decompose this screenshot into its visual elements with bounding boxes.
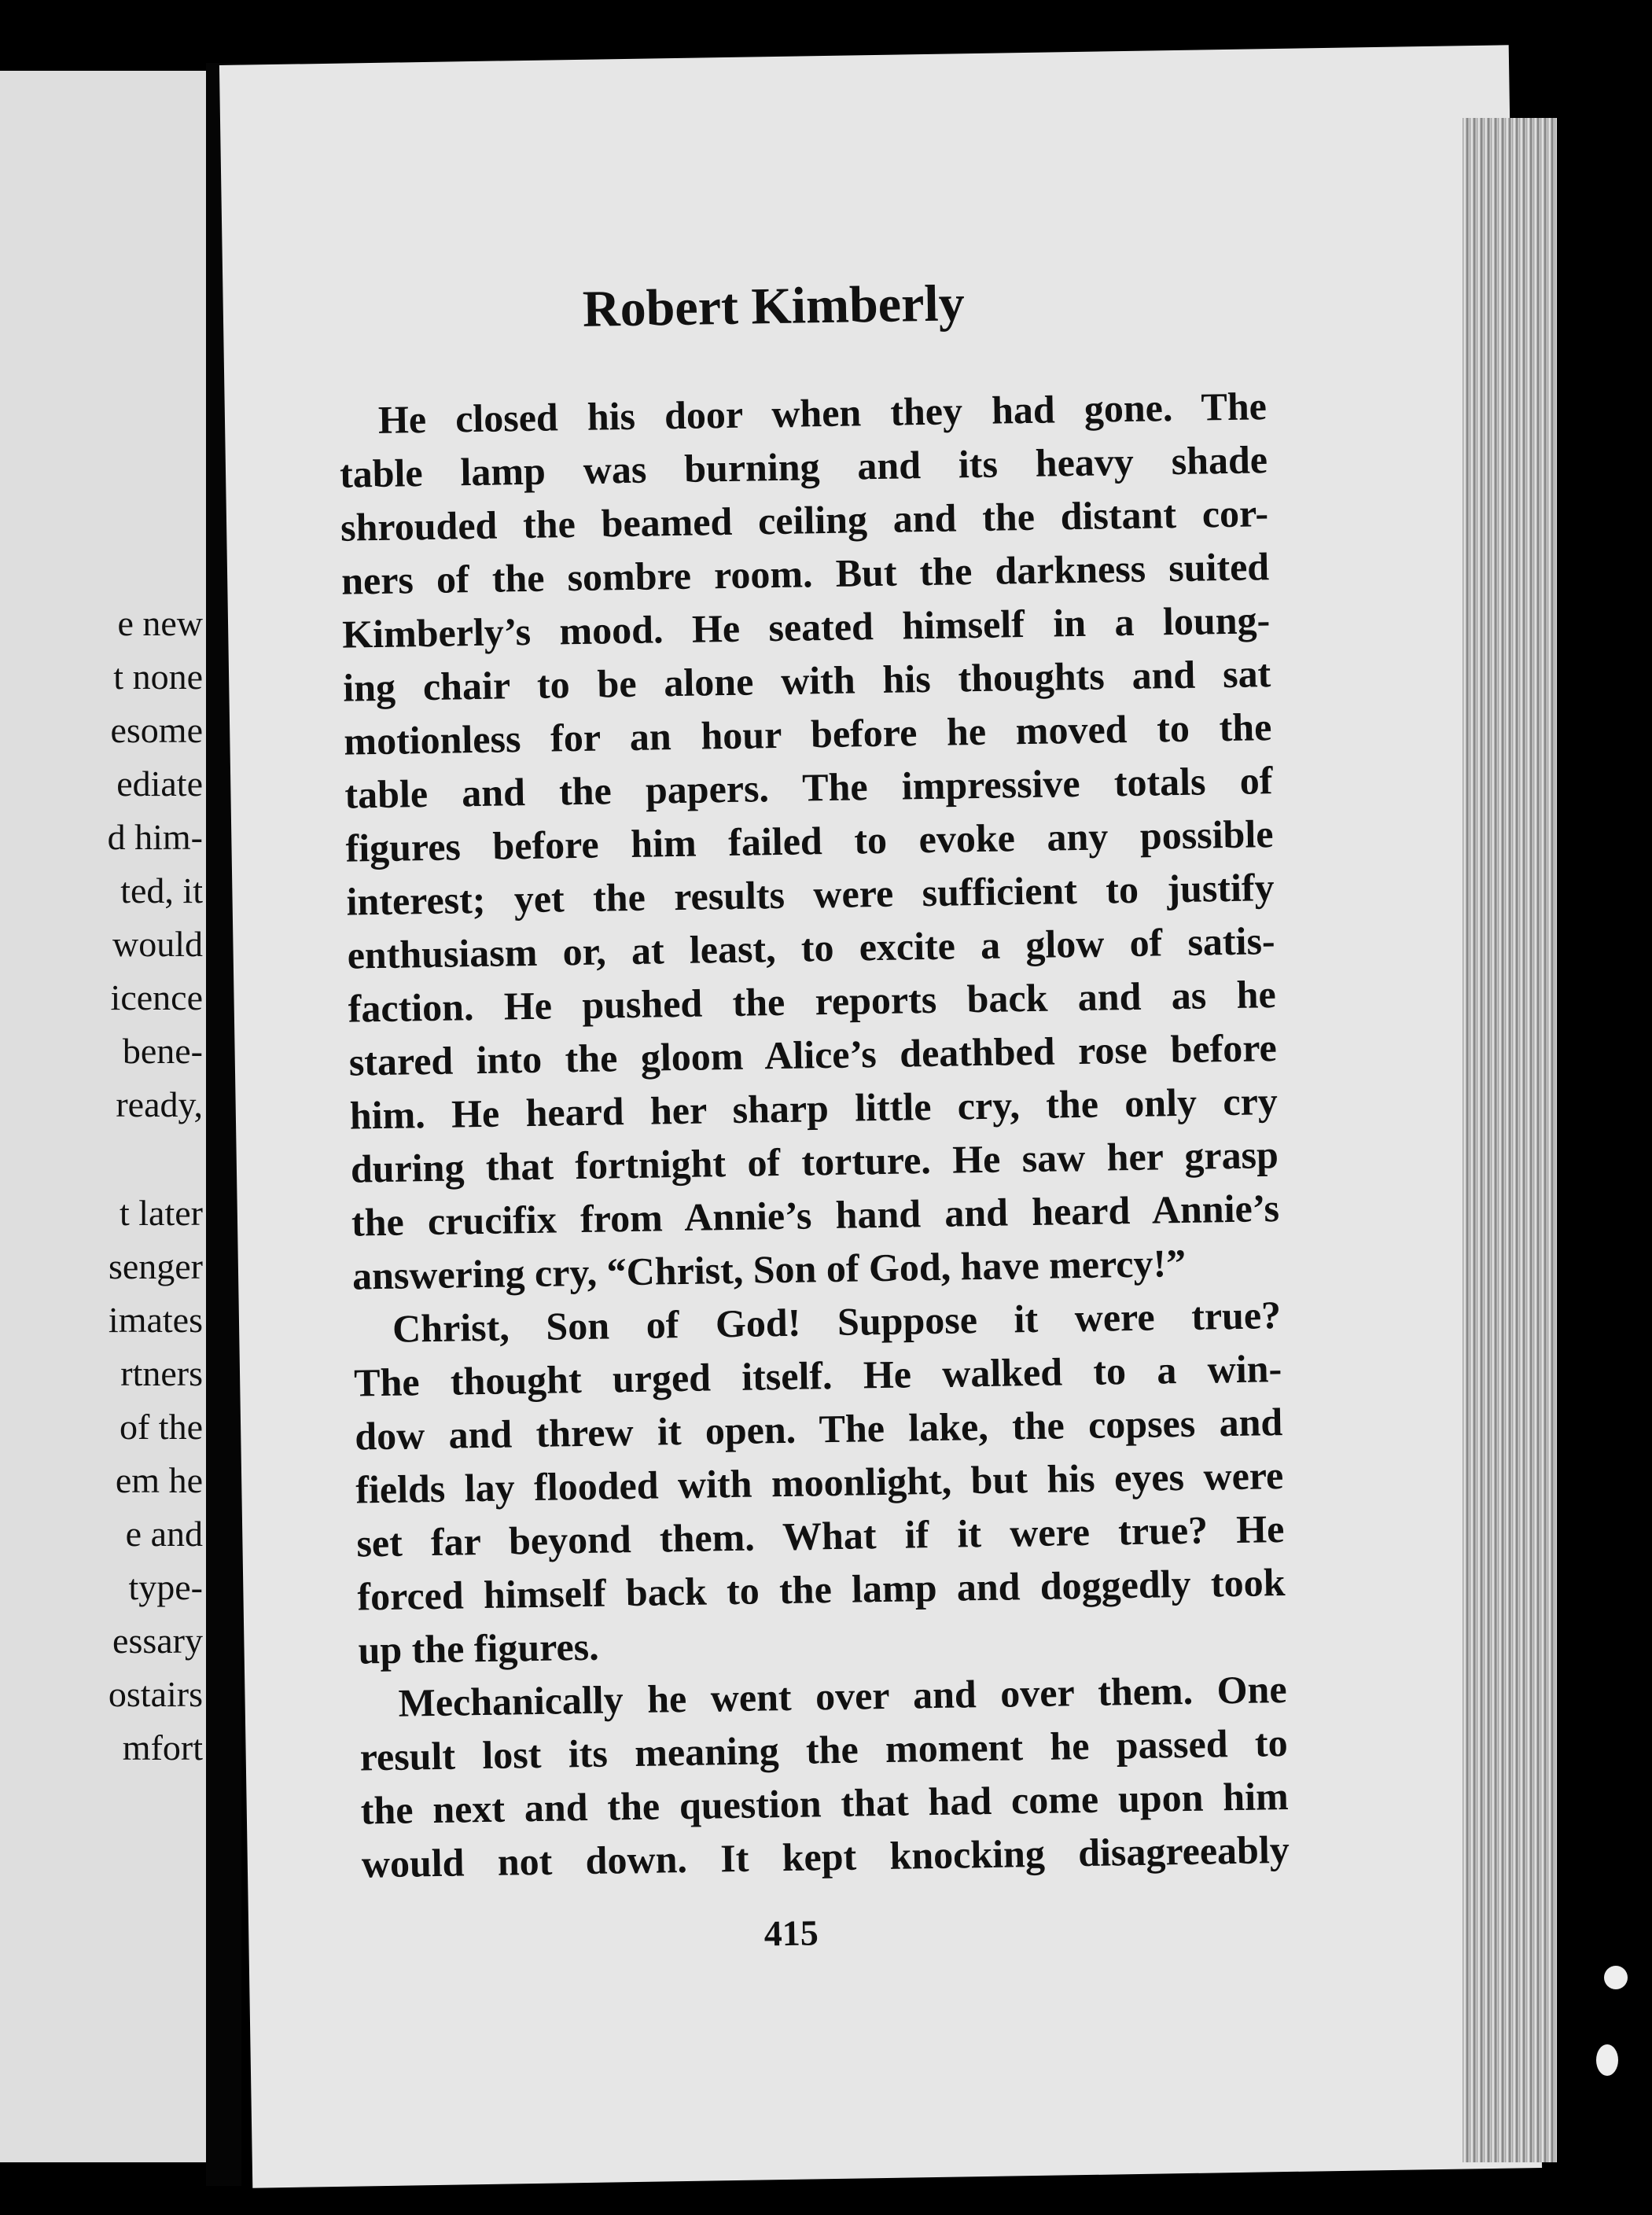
- text-line: motionless for an hour before he moved to the: [343, 705, 1272, 763]
- left-page-line: bene-: [122, 1031, 203, 1071]
- text-line: up the figures.: [358, 1624, 600, 1672]
- text-line: figures before him failed to evoke any possible: [345, 811, 1274, 870]
- page-number: 415: [763, 1912, 819, 1954]
- left-page-line: d him-: [107, 817, 203, 857]
- text-line: table lamp was burning and its heavy shade: [339, 437, 1268, 496]
- left-page-line: rtners: [120, 1353, 203, 1393]
- text-line: answering cry, “Christ, Son of God, have mercy!”: [351, 1240, 1187, 1298]
- left-page-line: em he: [115, 1460, 203, 1500]
- text-line: Mechanically he went over and over them. One: [398, 1666, 1287, 1725]
- left-page-line: mfort: [122, 1727, 203, 1768]
- left-page-line: ready,: [116, 1084, 203, 1124]
- text-line: enthusiasm or, at least, to excite a glow of satis-: [347, 918, 1275, 977]
- text-line: interest; yet the results were sufficient to justify: [346, 865, 1275, 924]
- left-page-line: essary: [112, 1621, 203, 1661]
- scan-speck: [1604, 1966, 1628, 1989]
- page-stack-edge: [1463, 118, 1557, 2162]
- text-line: the crucifix from Annie’s hand and heard Annie’s: [351, 1186, 1280, 1245]
- text-line: The thought urged itself. He walked to a win-: [353, 1346, 1282, 1405]
- body-text: [338, 379, 1290, 1890]
- text-line: during that fortnight of torture. He saw her grasp: [350, 1132, 1279, 1191]
- text-line: He closed his door when they had gone. The: [377, 384, 1268, 442]
- text-line: stared into the gloom Alice’s deathbed rose before: [348, 1025, 1278, 1084]
- left-page-line: imates: [108, 1300, 203, 1340]
- background-edge: [1561, 0, 1652, 2215]
- left-page-line: type-: [128, 1567, 203, 1607]
- left-page: [0, 71, 206, 2162]
- text-line: fields lay flooded with moonlight, but his eyes were: [355, 1453, 1284, 1512]
- left-page-line: t none: [113, 657, 203, 697]
- left-page-line: e and: [125, 1514, 203, 1554]
- scan-speck: [1596, 2044, 1618, 2076]
- left-page-line: icence: [110, 977, 203, 1017]
- text-line: faction. He pushed the reports back and as he: [348, 972, 1277, 1031]
- text-line: Kimberly’s mood. He seated himself in a loung-: [341, 598, 1271, 657]
- left-page-line: senger: [108, 1246, 203, 1286]
- left-page-line: would: [112, 924, 203, 964]
- text-line: ing chair to be alone with his thoughts and sat: [342, 651, 1271, 710]
- text-line: ners of the sombre room. But the darkness suited: [340, 544, 1270, 603]
- text-line: him. He heard her sharp little cry, the only cry: [349, 1079, 1279, 1138]
- left-page-line: esome: [110, 710, 203, 750]
- right-page: [219, 45, 1542, 2187]
- text-line: the next and the question that had come upon him: [360, 1773, 1290, 1833]
- left-page-line: ediate: [116, 763, 203, 804]
- left-page-line: of the: [119, 1407, 203, 1447]
- text-line: result lost its meaning the moment he passed to: [359, 1720, 1289, 1779]
- left-page-line: ted, it: [120, 870, 203, 911]
- text-line: shrouded the beamed ceiling and the distant cor-: [340, 491, 1269, 550]
- running-header: Robert Kimberly: [582, 274, 966, 338]
- text-line: dow and threw it open. The lake, the copses and: [354, 1400, 1283, 1459]
- left-page-line: t later: [120, 1193, 203, 1233]
- left-page-line: ostairs: [108, 1674, 203, 1714]
- text-line: set far beyond them. What if it were true? He: [355, 1507, 1285, 1566]
- text-line: Christ, Son of God! Suppose it were true?: [392, 1293, 1282, 1351]
- text-line: forced himself back to the lamp and doggedly took: [357, 1559, 1286, 1619]
- text-line: table and the papers. The impressive totals of: [344, 758, 1273, 817]
- left-page-line: e new: [117, 603, 203, 643]
- text-line: would not down. It kept knocking disagreeably: [361, 1827, 1290, 1886]
